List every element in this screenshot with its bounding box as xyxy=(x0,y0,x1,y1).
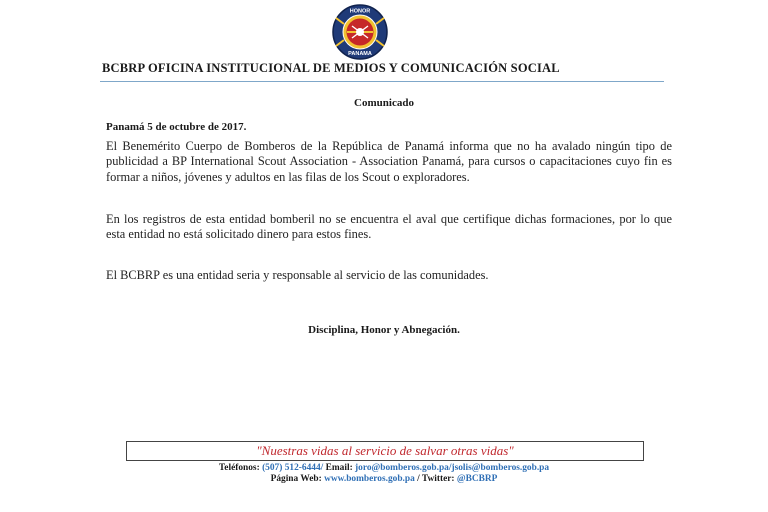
body-paragraph-2: En los registros de esta entidad bomberil no se encuentra el aval que certifique dichas formaciones, por lo que esta entidad no está solicitado dinero para estos fines. xyxy=(106,212,672,242)
slogan-box xyxy=(126,441,644,461)
header-divider xyxy=(100,81,664,82)
fire-department-emblem-icon xyxy=(314,2,406,62)
website-link[interactable]: www.bomberos.gob.pa xyxy=(324,474,415,484)
twitter-link[interactable]: @BCBRP xyxy=(456,474,498,484)
logo-top-text: HONOR xyxy=(349,8,371,15)
document-date: Panamá 5 de octubre de 2017. xyxy=(106,121,247,133)
bcbrp-logo xyxy=(314,2,406,62)
institutional-motto: Disciplina, Honor y Abnegación. xyxy=(308,324,460,336)
office-header-title: BCBRP OFICINA INSTITUCIONAL DE MEDIOS Y COMUNICACIÓN SOCIAL xyxy=(102,61,560,75)
body-paragraph-1: El Benemérito Cuerpo de Bomberos de la República de Panamá informa que no ha avalado ningún tipo de publicidad a BP International Scout Association - Association Panamá, para cursos o capacitaciones cuyo fin es formar a niños, jóvenes y adultos en las filas de los Scout o exploradores. xyxy=(106,139,672,184)
logo-bottom-text: PANAMA xyxy=(348,51,372,57)
email-label: Email: xyxy=(325,463,353,473)
phones-value: (507) 512-6444/ xyxy=(262,463,324,473)
contact-line-web-twitter xyxy=(0,474,768,484)
phones-label: Teléfonos: xyxy=(218,463,260,473)
body-paragraph-3: El BCBRP es una entidad seria y responsable al servicio de las comunidades. xyxy=(106,268,489,282)
document-type-heading: Comunicado xyxy=(354,97,414,109)
twitter-label: / Twitter: xyxy=(417,474,455,484)
contact-line-phone-email xyxy=(0,463,768,473)
email-link[interactable]: joro@bomberos.gob.pa/jsolis@bomberos.gob.pa xyxy=(355,463,550,473)
slogan-text: "Nuestras vidas al servicio de salvar otras vidas" xyxy=(256,443,514,458)
web-label: Página Web: xyxy=(270,474,322,484)
